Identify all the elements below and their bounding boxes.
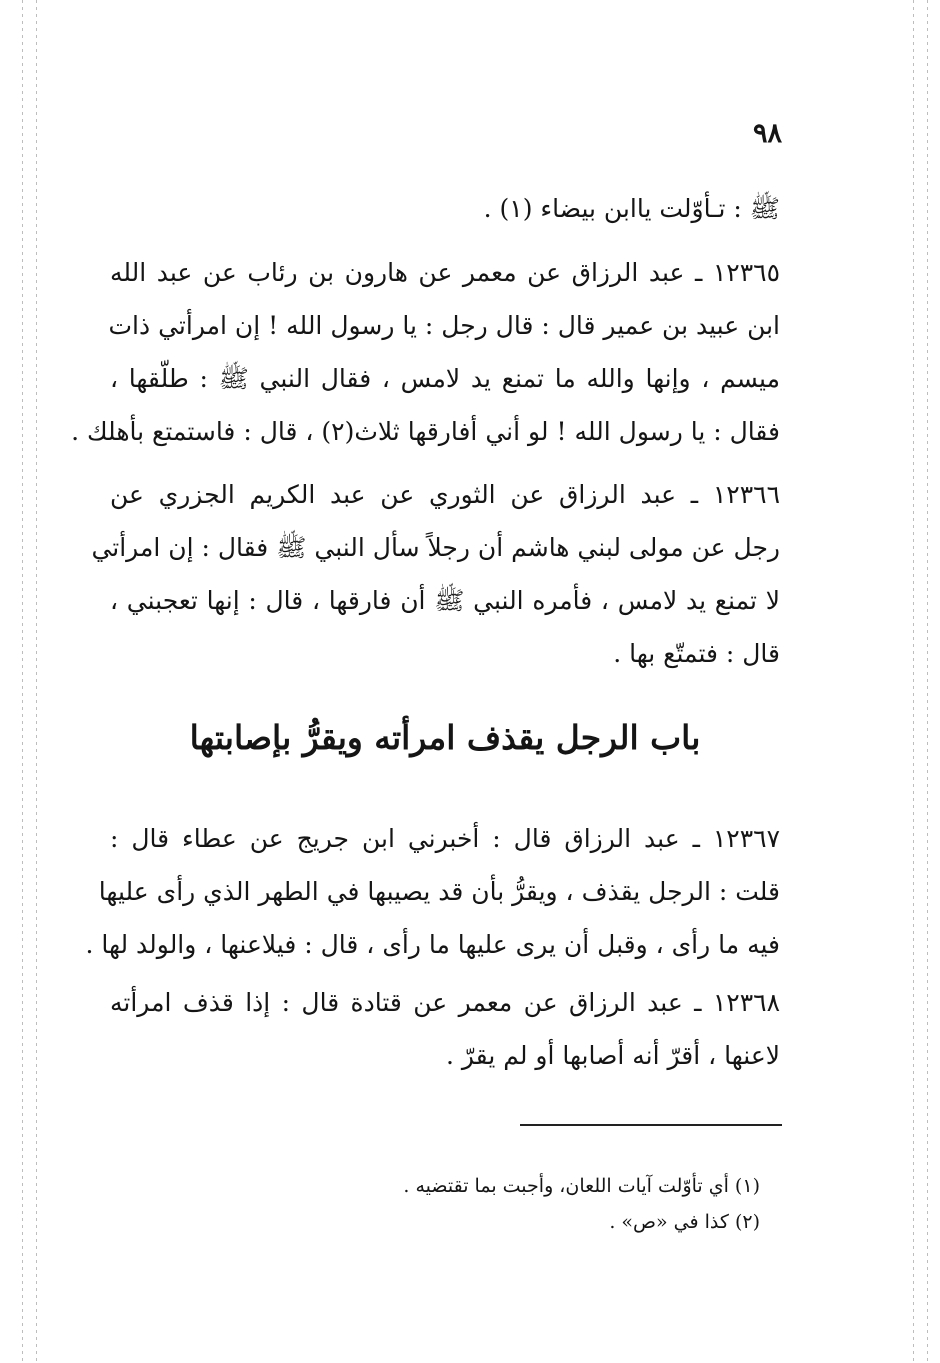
hadith-line: ميسم ، وإنها والله ما تمنع يد لامس ، فقال النبي ﷺ : طلّقها ، [110,364,780,393]
chapter-title: باب الرجل يقذف امرأته ويقرُّ بإصابتها [189,718,701,757]
scan-edge-line [36,0,37,1363]
hadith-12368 [110,976,780,1082]
hadith-12366 [91,468,780,680]
footnote-separator [520,1124,782,1126]
page-number: ٩٨ [752,118,782,149]
hadith-line: فيه ما رأى ، وقبل أن يرى عليها ما رأى ، قال : فيلاعنها ، والولد لها . [85,930,780,959]
hadith-line: ١٢٣٦٨ ـ عبد الرزاق عن معمر عن قتادة قال : إذا قذف امرأته [110,988,780,1017]
footnote-item: (١) أي تأوّلت آيات اللعان، وأجبت بما تقتضيه . [403,1175,760,1197]
hadith-12365 [71,246,780,458]
hadith-line: قلت : الرجل يقذف ، ويقرُّ بأن قد يصيبها في الطهر الذي رأى عليها [98,877,780,906]
hadith-line: رجل عن مولى لبني هاشم أن رجلاً سأل النبي ﷺ فقال : إن امرأتي [91,533,780,562]
scan-edge-line [913,0,914,1363]
continuation-line: ﷺ : تـأوّلت ياابن بيضاء (١) . [483,194,780,223]
hadith-line: ١٢٣٦٦ ـ عبد الرزاق عن الثوري عن عبد الكريم الجزري عن [110,480,780,509]
hadith-line: قال : فتمتّع بها . [613,639,780,668]
footnotes [280,1168,760,1240]
hadith-line: ابن عبيد بن عمير قال : قال رجل : يا رسول الله ! إن امرأتي ذات [108,311,780,340]
footnote-item: (٢) كذا في «ص» . [609,1211,760,1233]
scan-edge-line [22,0,23,1363]
hadith-line: ١٢٣٦٥ ـ عبد الرزاق عن معمر عن هارون بن رئاب عن عبد الله [110,258,780,287]
hadith-line: ١٢٣٦٧ ـ عبد الرزاق قال : أخبرني ابن جريج عن عطاء قال : [110,824,780,853]
hadith-line: لا تمنع يد لامس ، فأمره النبي ﷺ أن فارقها ، قال : إنها تعجبني ، [110,586,780,615]
scan-edge-line [927,0,928,1363]
hadith-12367 [85,812,780,971]
hadith-line: لاعنها ، أقرّ أنه أصابها أو لم يقرّ . [445,1041,780,1070]
hadith-line: فقال : يا رسول الله ! لو أني أفارقها ثلاث(٢) ، قال : فاستمتع بأهلك . [71,417,780,446]
continuation-paragraph [110,182,780,235]
